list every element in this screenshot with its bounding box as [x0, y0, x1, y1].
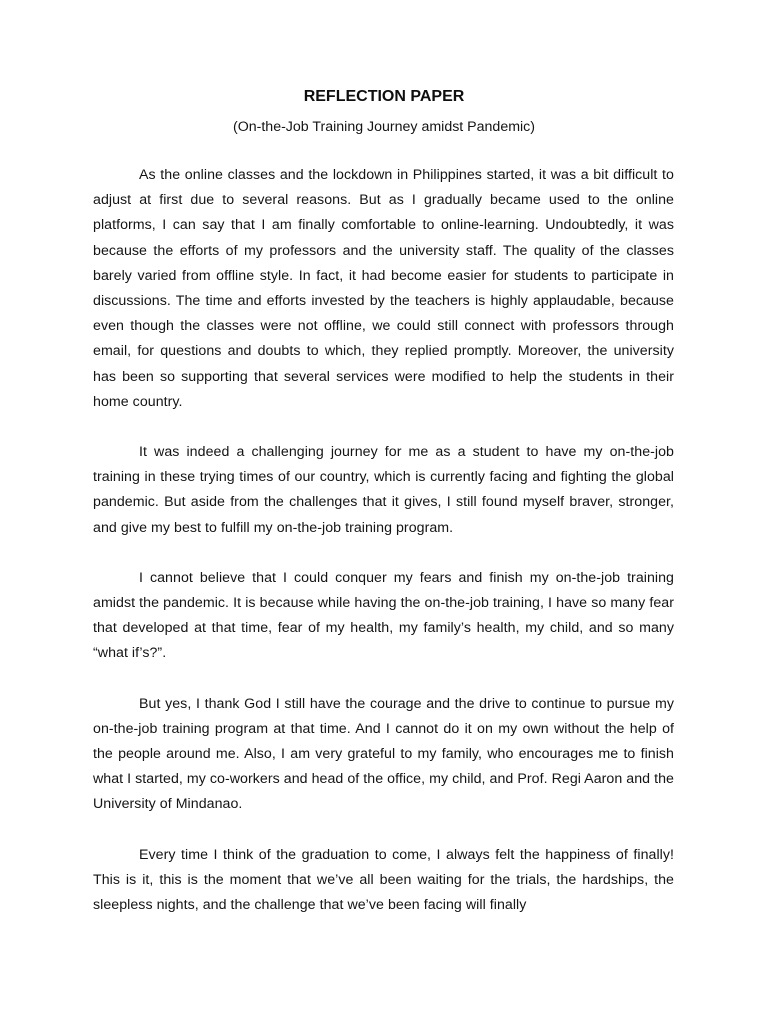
paragraph-2: It was indeed a challenging journey for me as a student to have my on-the-job training in these trying times of our country, which is currently facing and fighting the global pandemic. But aside from the challenges that it gives, I still found myself braver, stronger, and give my best to fulfill my on-the-job training program.	[93, 444, 674, 536]
paragraph-3: I cannot believe that I could conquer my fears and finish my on-the-job training amidst the pandemic. It is because while having the on-the-job training, I have so many fear that developed at that time, fear of my health, my family’s health, my child, and so many “what if’s?”.	[93, 569, 674, 662]
paragraph-4: But yes, I thank God I still have the courage and the drive to continue to pursue my on-the-job training program at that time. And I cannot do it on my own without the help of the people around me. Also, I am very grateful to my family, who encourages me to finish what I started, my co-workers and head of the office, my child, and Prof. Regi Aaron and the University of Mindanao.	[93, 695, 674, 813]
document-body	[93, 163, 674, 943]
page-subtitle: (On-the-Job Training Journey amidst Pandemic)	[232, 119, 535, 135]
paragraph-5: Every time I think of the graduation to come, I always felt the happiness of finally! This is it, this is the moment that we’ve all been waiting for the trials, the hardships, the sleepless nights, and the challenge that we’ve been facing will finally	[93, 846, 674, 914]
page-title: REFLECTION PAPER	[303, 88, 465, 105]
paragraph-1: As the online classes and the lockdown in Philippines started, it was a bit difficult to adjust at first due to several reasons. But as I gradually became used to the online platforms, I can say that I am finally comfortable to online-learning. Undoubtedly, it was because the efforts of my professors and the university staff. The quality of the classes barely varied from offline style. In fact, it had become easier for students to participate in discussions. The time and efforts invested by the teachers is highly applaudable, because even though the classes were not offline, we could still connect with professors through email, for questions and doubts to which, they replied promptly. Moreover, the university has been so supporting that several services were modified to help the students in their home country.	[93, 167, 674, 410]
